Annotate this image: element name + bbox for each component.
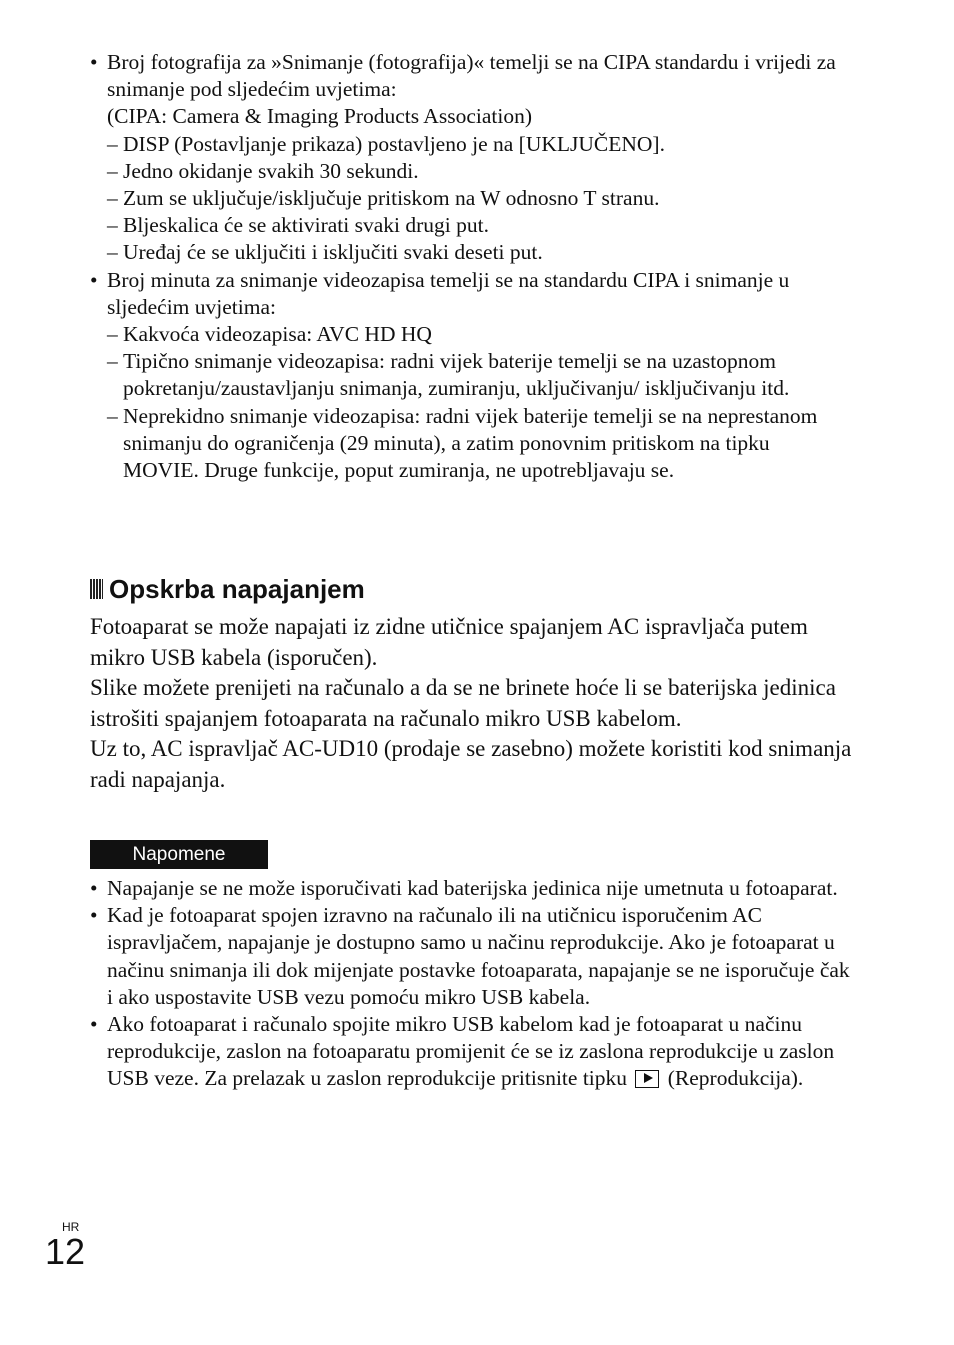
notes-list <box>90 875 860 1093</box>
power-supply-body <box>90 612 860 795</box>
heading-marker-icon <box>90 579 103 599</box>
dash-item: – Jedno okidanje svakih 30 sekundi. <box>90 158 850 185</box>
dash-item: – Kakvoća videozapisa: AVC HD HQ <box>90 321 850 348</box>
note-item: • Kad je fotoaparat spojen izravno na računalo ili na utičnicu isporučenim AC ispravljačem, napajanje je dostupno samo u načinu reprodukcije. Ako je fotoaparat u načinu snimanja ili dok mijenjate postavke fotoaparata, napajanje se ne isporučuje čak i ako uspostavite USB vezu pomoću mikro USB kabela. <box>90 902 860 1011</box>
note-item: • Napajanje se ne može isporučivati kad baterijska jedinica nije umetnuta u fotoaparat. <box>90 875 860 902</box>
dash-item: – DISP (Postavljanje prikaza) postavljeno je na [UKLJUČENO]. <box>90 131 850 158</box>
note-item <box>90 1011 860 1093</box>
dash-item: – Uređaj će se uključiti i isključiti svaki deseti put. <box>90 239 850 266</box>
paragraph: Fotoaparat se može napajati iz zidne utičnice spajanjem AC ispravljača putem mikro USB kabela (isporučen). <box>90 614 808 670</box>
dash-item: – Tipično snimanje videozapisa: radni vijek baterije temelji se na uzastopnom pokretanju/zaustavljanju snimanja, zumiranju, uključivanju/ isključivanju itd. <box>90 348 850 402</box>
bullet-photo-count <box>90 49 850 103</box>
page-number: 12 <box>45 1231 86 1272</box>
paragraph: Slike možete prenijeti na računalo a da se ne brinete hoće li se baterijska jedinica istrošiti spajanjem fotoaparata na računalo mikro USB kabelom. <box>90 675 836 731</box>
note-text: (Reprodukcija). <box>667 1066 804 1091</box>
bullet-text: Broj minuta za snimanje videozapisa temelji se na standardu CIPA i snimanje u sljedećim uvjetima: <box>107 267 790 319</box>
heading-text: Opskrba napajanjem <box>109 574 365 604</box>
note-text: Ako fotoaparat i računalo spojite mikro USB kabelom kad je fotoaparat u načinu reprodukcije, zaslon na fotoaparatu promijenit će se iz zaslona reprodukcije u zaslon USB veze. Za prelazak u zaslon reprodukcije pritisnite tipku <box>107 1012 835 1091</box>
section-heading <box>90 573 365 605</box>
dash-item: – Zum se uključuje/isključuje pritiskom na W odnosno T stranu. <box>90 185 850 212</box>
cipa-note: (CIPA: Camera & Imaging Products Association) <box>107 104 532 129</box>
dash-item: – Neprekidno snimanje videozapisa: radni vijek baterije temelji se na neprestanom snimanju do ograničenja (29 minuta), a zatim ponovnim pritiskom na tipku MOVIE. Druge funkcije, poput zumiranja, ne upotrebljavaju se. <box>90 403 850 485</box>
play-icon <box>635 1070 659 1088</box>
language-code: HR <box>62 1220 80 1234</box>
intro-section <box>90 49 850 484</box>
bullet-video-minutes <box>90 267 850 321</box>
paragraph: Uz to, AC ispravljač AC-UD10 (prodaje se zasebno) možete koristiti kod snimanja radi napajanja. <box>90 736 852 792</box>
bullet-text: Broj fotografija za »Snimanje (fotografija)« temelji se na CIPA standardu i vrijedi za snimanje pod sljedećim uvjetima: <box>107 50 836 102</box>
notes-label: Napomene <box>90 840 268 869</box>
dash-item: – Bljeskalica će se aktivirati svaki drugi put. <box>90 212 850 239</box>
